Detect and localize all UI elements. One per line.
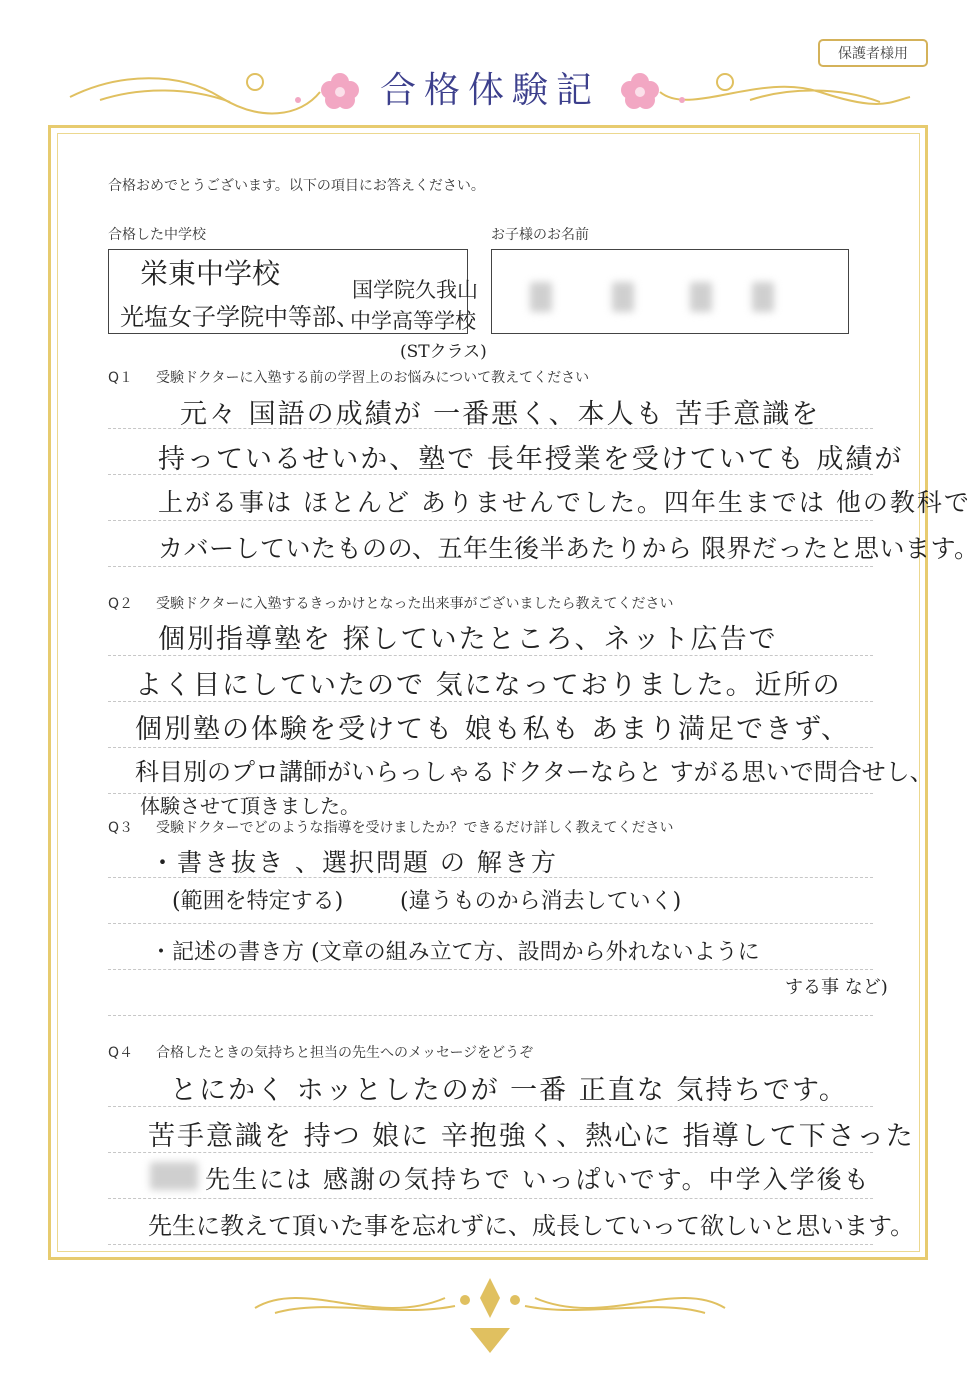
- school-line-2: 光塩女子学院中等部、: [120, 303, 360, 331]
- answer-1-line: 持っているせいか、塾で 長年授業を受けていても 成績が: [158, 444, 904, 475]
- school-line-3b: 中学高等学校: [350, 309, 476, 333]
- answer-3-line: ・書き抜き 、選択問題 の 解き方: [150, 848, 558, 877]
- footer-ornament: [245, 1268, 735, 1358]
- name-label: お子様のお名前: [491, 227, 589, 243]
- redacted-teacher-name: [150, 1162, 198, 1190]
- school-line-3c: (STクラス): [400, 342, 487, 362]
- redacted-name: [530, 282, 552, 312]
- school-label: 合格した中学校: [108, 227, 206, 243]
- answer-3-line: ・記述の書き方 (文章の組み立て方、設問から外れないように: [150, 940, 760, 965]
- school-line-1: 栄東中学校: [140, 257, 281, 290]
- page-title: 合格体験記: [379, 70, 600, 111]
- redacted-name: [612, 282, 634, 312]
- answer-2-line: 個別塾の体験を受けても 娘も私も あまり満足できず、: [135, 714, 851, 745]
- answer-3-line: (違うものから消去していく): [400, 889, 682, 914]
- answer-2-line: よく目にしていたので 気になっておりました。近所の: [135, 670, 842, 701]
- answer-4-line: 先生に教えて頂いた事を忘れずに、成長していって欲しいと思います。: [148, 1212, 915, 1240]
- answer-2-line: 科目別のプロ講師がいらっしゃるドクターならと すがる思いで問合せし、: [135, 758, 934, 786]
- question-2: Q２ 受験ドクターに入塾するきっかけとなった出来事がございましたら教えてください: [108, 596, 674, 612]
- answer-3-line: (範囲を特定する): [172, 889, 344, 914]
- question-4: Q４ 合格したときの気持ちと担当の先生へのメッセージをどうぞ: [108, 1045, 534, 1061]
- intro-text: 合格おめでとうございます。以下の項目にお答えください。: [108, 178, 485, 194]
- answer-1-line: カバーしていたものの、五年生後半あたりから 限界だったと思います。: [158, 534, 980, 563]
- question-3: Q３ 受験ドクターでどのような指導を受けましたか？できるだけ詳しく教えてください: [108, 820, 674, 836]
- answer-4-line: 苦手意識を 持つ 娘に 辛抱強く、熱心に 指導して下さった: [148, 1121, 915, 1152]
- audience-badge: 保護者様用: [818, 39, 928, 67]
- redacted-name: [752, 282, 774, 312]
- answer-4-line: とにかく ホッとしたのが 一番 正直な 気持ちです。: [170, 1075, 848, 1106]
- answer-4-line: 先生には 感謝の気持ちで いっぱいです。中学入学後も: [205, 1165, 871, 1194]
- answer-3-line: する事 など): [785, 977, 888, 998]
- answer-1-line: 上がる事は ほとんど ありませんでした。四年生までは 他の教科で: [158, 488, 971, 517]
- school-line-3a: 国学院久我山: [352, 278, 478, 302]
- question-1: Q１ 受験ドクターに入塾する前の学習上のお悩みについて教えてください: [108, 370, 590, 386]
- answer-1-line: 元々 国語の成績が 一番悪く、本人も 苦手意識を: [180, 399, 821, 430]
- redacted-name: [690, 282, 712, 312]
- answer-2-line: 個別指導塾を 探していたところ、ネット広告で: [158, 624, 778, 655]
- answer-2-line: 体験させて頂きました。: [140, 794, 360, 818]
